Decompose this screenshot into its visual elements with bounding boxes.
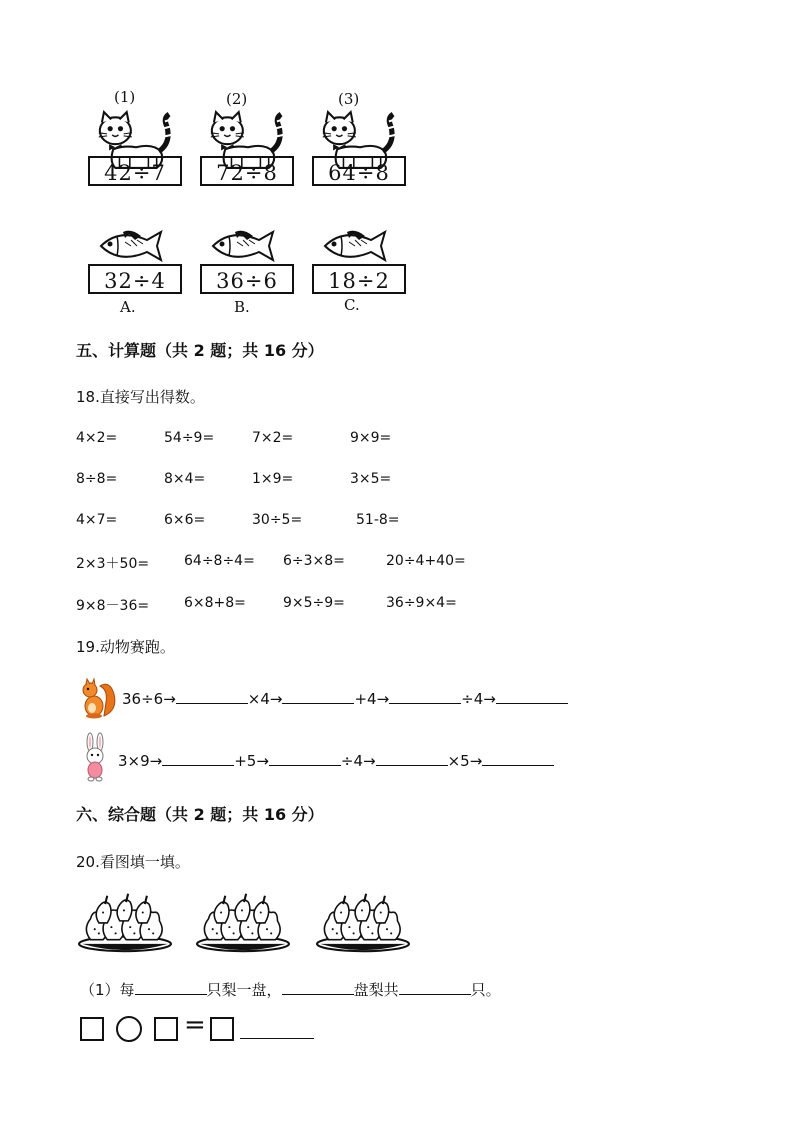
calc-item: 6×6= <box>164 512 206 528</box>
sentence-part: （1）每 <box>80 981 135 999</box>
pear-plate-icon <box>78 893 172 955</box>
fish-division-box: 18÷2 <box>312 264 406 294</box>
chain-step: 3×9→ <box>118 752 163 770</box>
answer-blank[interactable] <box>389 689 461 704</box>
answer-blank[interactable] <box>135 980 207 995</box>
calc-item: 8×4= <box>164 471 206 487</box>
question-19-title: 19.动物赛跑。 <box>76 638 175 656</box>
chain-step: +4→ <box>354 690 390 708</box>
calc-item: 54÷9= <box>164 430 215 446</box>
sentence-part: 只。 <box>470 981 501 999</box>
calc-item: 51-8= <box>356 512 400 528</box>
section-5-heading: 五、计算题（共 2 题；共 16 分） <box>76 341 324 360</box>
calc-item: 20÷4+40= <box>386 553 466 569</box>
question-18-title: 18.直接写出得数。 <box>76 388 205 406</box>
equals-sign: = <box>184 1010 206 1040</box>
pear-plate-icon <box>196 893 290 955</box>
fish-icon <box>202 226 282 266</box>
answer-blank[interactable] <box>162 751 234 766</box>
calc-item: 4×7= <box>76 512 118 528</box>
calc-item: 64÷8÷4= <box>184 553 255 569</box>
question-20-title: 20.看图填一填。 <box>76 853 190 871</box>
option-label-3: (3) <box>338 90 360 108</box>
chain-step: 36÷6→ <box>122 690 176 708</box>
answer-blank[interactable] <box>176 689 248 704</box>
calc-item: 3×5= <box>350 471 392 487</box>
fill-in-sentence <box>80 979 501 1000</box>
fish-division-box: 36÷6 <box>200 264 294 294</box>
calc-item: 30÷5= <box>252 512 303 528</box>
chain-step: ×4→ <box>247 690 283 708</box>
sentence-part: 只梨一盘， <box>206 981 282 999</box>
calc-item: 8÷8= <box>76 471 118 487</box>
calc-item: 1×9= <box>252 471 294 487</box>
sentence-part: 盘梨共 <box>353 981 399 999</box>
operator-circle[interactable] <box>116 1016 142 1042</box>
pear-plate-icon <box>316 893 410 955</box>
fish-option-c: C. <box>344 296 360 314</box>
answer-blank[interactable] <box>496 689 568 704</box>
squirrel-chain <box>122 689 568 708</box>
option-label-1: (1) <box>114 88 136 106</box>
answer-blank[interactable] <box>376 751 448 766</box>
chain-step: ×5→ <box>447 752 483 770</box>
fish-icon <box>90 226 170 266</box>
calc-item: 7×2= <box>252 430 294 446</box>
chain-step: +5→ <box>234 752 269 770</box>
number-box[interactable] <box>80 1017 104 1041</box>
number-box[interactable] <box>154 1017 178 1041</box>
section-6-heading: 六、综合题（共 2 题；共 16 分） <box>76 805 324 824</box>
cat-division-box: 72÷8 <box>200 156 294 186</box>
calc-item: 6×8+8= <box>184 595 246 611</box>
squirrel-icon <box>78 676 118 720</box>
calc-item: 9×5÷9= <box>283 595 345 611</box>
answer-blank[interactable] <box>269 751 341 766</box>
cat-division-box: 64÷8 <box>312 156 406 186</box>
fish-option-b: B. <box>234 298 250 316</box>
calc-item: 4×2= <box>76 430 118 446</box>
calc-item: 36÷9×4= <box>386 595 457 611</box>
chain-step: ÷4→ <box>461 690 496 708</box>
answer-blank[interactable] <box>282 689 354 704</box>
fish-division-box: 32÷4 <box>88 264 182 294</box>
answer-blank[interactable] <box>399 980 471 995</box>
answer-blank[interactable] <box>482 751 554 766</box>
option-label-2: (2) <box>226 90 248 108</box>
rabbit-chain <box>118 751 554 770</box>
cat-division-box: 42÷7 <box>88 156 182 186</box>
calc-item: 9×8－36= <box>76 598 150 614</box>
fish-icon <box>314 226 394 266</box>
answer-blank[interactable] <box>282 980 354 995</box>
calc-item: 9×9= <box>350 430 392 446</box>
unit-blank[interactable] <box>240 1038 314 1039</box>
calc-item: 2×3＋50= <box>76 556 150 572</box>
rabbit-icon <box>80 732 110 782</box>
fish-option-a: A. <box>120 298 136 316</box>
calc-item: 6÷3×8= <box>283 553 345 569</box>
chain-step: ÷4→ <box>340 752 376 770</box>
number-box[interactable] <box>210 1017 234 1041</box>
